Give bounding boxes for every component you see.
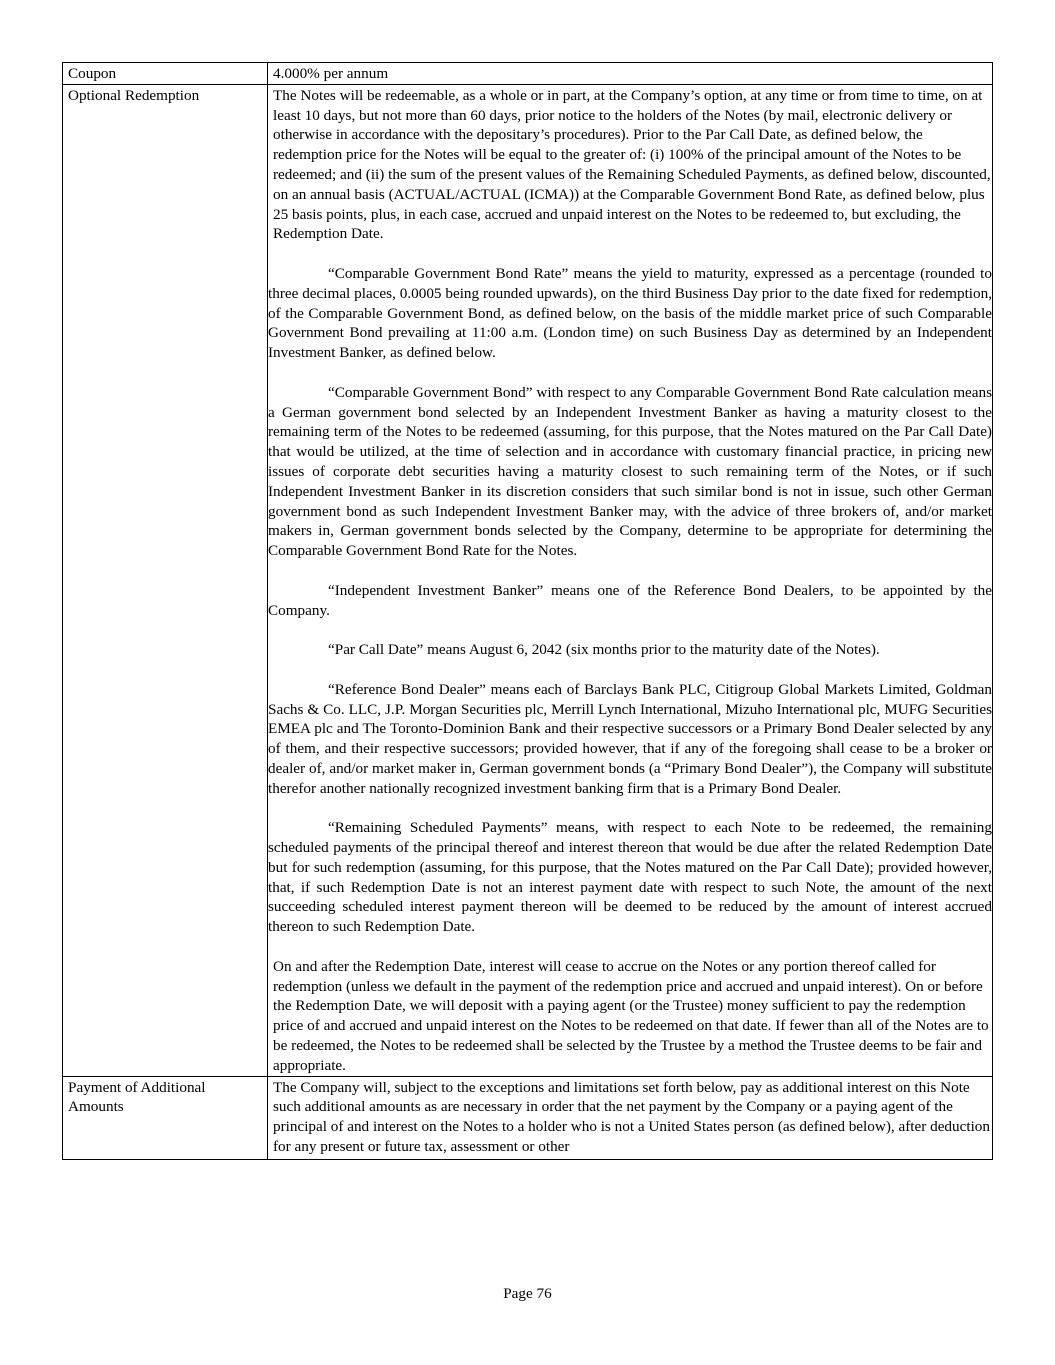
additional-amounts-value	[268, 1076, 993, 1159]
definition-comparable-rate	[268, 264, 992, 363]
table-row-coupon	[63, 63, 993, 85]
definition-remaining-payments	[268, 818, 992, 937]
definition-reference-dealer-text: “Reference Bond Dealer” means each of Barclays Bank PLC, Citigroup Global Markets Limited, Goldman Sachs & Co. LLC, J.P. Morgan Securities plc, Merrill Lynch International, Mizuho International plc, MUFG Securities EMEA plc and The Toronto-Dominion Bank and their respective successors or a Primary Bond Dealer selected by any of them, and their respective successors; provided however, that if any of the foregoing shall cease to be a broker or dealer of, and/or market maker in, German government bonds (a “Primary Bond Dealer”), the Company will substitute therefor another nationally recognized investment banking firm that is a Primary Bond Dealer.	[268, 680, 992, 797]
definition-comparable-bond	[268, 383, 992, 561]
redemption-closing-paragraph: On and after the Redemption Date, interest will cease to accrue on the Notes or any portion thereof called for redemption (unless we default in the payment of the redemption price and accrued and unpaid interest). On or before the Redemption Date, we will deposit with a paying agent (or the Trustee) money sufficient to pay the redemption price of and accrued and unpaid interest on the Notes to be redeemed on that date. If fewer than all of the Notes are to be redeemed, the Notes to be redeemed shall be selected by the Trustee by a method the Trustee deems to be fair and appropriate.	[273, 957, 989, 1074]
definition-comparable-rate-text: “Comparable Government Bond Rate” means the yield to maturity, expressed as a percentage (rounded to three decimal places, 0.0005 being rounded upwards), on the third Business Day prior to the date fixed for redemption, of the Comparable Government Bond, as defined below, on the basis of the middle market price of such Comparable Government Bond prevailing at 11:00 a.m. (London time) on such Business Day as determined by an Independent Investment Banker, as defined below.	[268, 264, 992, 362]
definition-par-call-date-text: “Par Call Date” means August 6, 2042 (six months prior to the maturity date of the Notes).	[328, 641, 880, 659]
table-row-additional-amounts	[63, 1076, 993, 1159]
definition-remaining-payments-text: “Remaining Scheduled Payments” means, with respect to each Note to be redeemed, the remaining scheduled payments of the principal thereof and interest thereon that would be due after the related Redemption Date but for such redemption (assuming, for this purpose, that the Notes matured on the Par Call Date); provided however, that, if such Redemption Date is not an interest payment date with respect to such Note, the amount of the next succeeding scheduled interest payment thereon will be deemed to be reduced by the amount of interest accrued thereon to such Redemption Date.	[268, 819, 992, 936]
definition-comparable-bond-text: “Comparable Government Bond” with respect to any Comparable Government Bond Rate calculation means a German government bond selected by an Independent Investment Banker as having a maturity closest to the remaining term of the Notes to be redeemed (assuming, for this purpose, that the Notes matured on the Par Call Date) that would be utilized, at the time of selection and in accordance with customary financial practice, in pricing new issues of corporate debt securities having a maturity closest to such remaining term of the Notes, or if such Independent Investment Banker in its discretion considers that such similar bond is not in issue, such other German government bond as such Independent Investment Banker may, with the advice of three brokers of, and/or market makers in, German government bonds selected by the Company, determine to be appropriate for determining the Comparable Government Bond Rate for the Notes.	[268, 383, 992, 560]
terms-table	[62, 62, 993, 1160]
page-number: Page 76	[503, 1285, 552, 1302]
definition-reference-dealer	[268, 680, 992, 799]
definition-independent-banker-text: “Independent Investment Banker” means one of the Reference Bond Dealers, to be appointed by the Company.	[268, 581, 992, 619]
table-row-optional-redemption	[63, 84, 993, 1076]
optional-redemption-label: Optional Redemption	[63, 84, 268, 1076]
definition-par-call-date	[268, 640, 992, 660]
optional-redemption-value	[268, 84, 993, 1076]
additional-amounts-label: Payment of Additional Amounts	[63, 1076, 268, 1159]
coupon-value: 4.000% per annum	[268, 63, 993, 85]
additional-amounts-text: The Company will, subject to the exceptions and limitations set forth below, pay as additional interest on this Note such additional amounts as are necessary in order that the net payment by the Company or a paying agent of the principal of and interest on the Notes to a holder who is not a United States person (as defined below), after deduction for any present or future tax, assessment or other	[273, 1078, 990, 1156]
definition-independent-banker	[268, 581, 992, 621]
coupon-label: Coupon	[63, 63, 268, 85]
redemption-intro-paragraph: The Notes will be redeemable, as a whole or in part, at the Company’s option, at any time or from time to time, on at least 10 days, but not more than 60 days, prior notice to the holders of the Notes (by mail, electronic delivery or otherwise in accordance with the depositary’s procedures). Prior to the Par Call Date, as defined below, the redemption price for the Notes will be equal to the greater of: (i) 100% of the principal amount of the Notes to be redeemed; and (ii) the sum of the present values of the Remaining Scheduled Payments, as defined below, discounted, on an annual basis (ACTUAL/ACTUAL (ICMA)) at the Comparable Government Bond Rate, as defined below, plus 25 basis points, plus, in each case, accrued and unpaid interest on the Notes to be redeemed to, but excluding, the Redemption Date.	[273, 86, 991, 243]
